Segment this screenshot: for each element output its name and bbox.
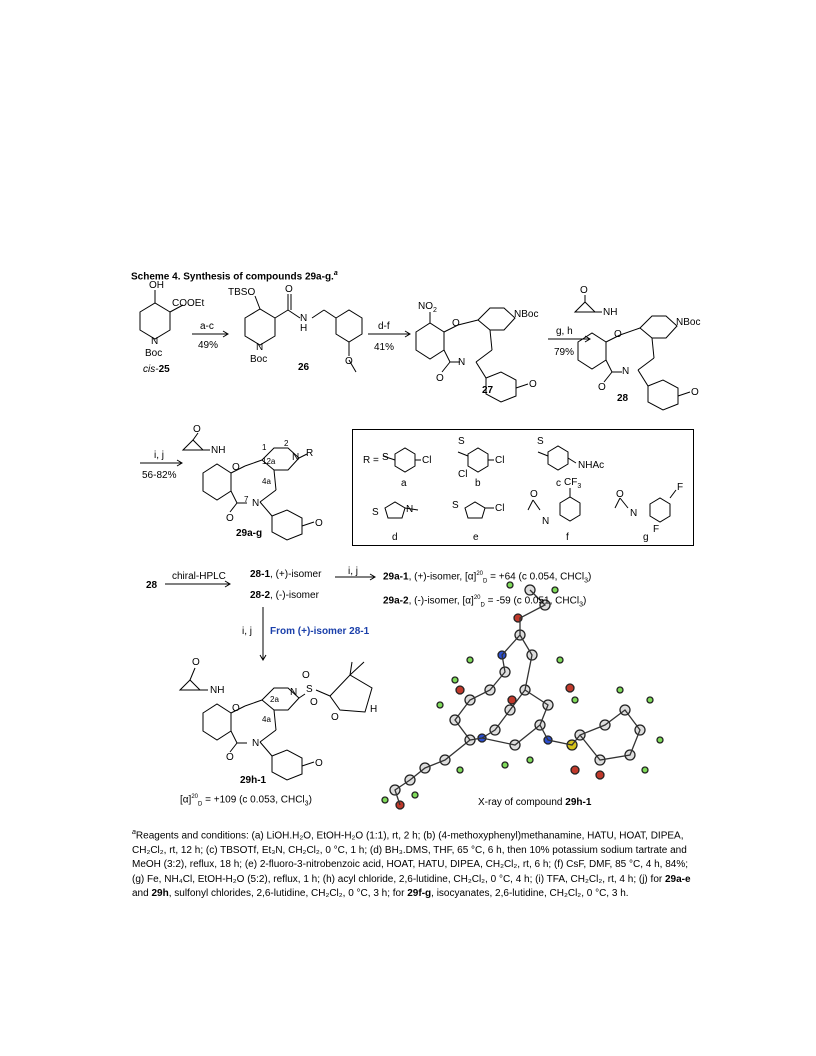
r-g-f2: F (653, 524, 660, 535)
rotation-29h-1: $[\alpha]^{20}_D = +109$ (c 0.053, CHCl$_3$) (180, 794, 312, 808)
r-label-a: a (401, 478, 407, 489)
r-f-n: N (542, 516, 550, 527)
label-o-ome-26: O (345, 356, 353, 367)
compound-29h-1-label: 29h-1 (240, 775, 267, 786)
label-n-25: N (151, 336, 159, 347)
label-nh-28: NH (603, 307, 618, 318)
structure-29h-1 (180, 662, 372, 780)
arrow1-reagent: a-c (200, 321, 214, 332)
scheme-title-compounds: 29a-g. (304, 271, 334, 283)
r-g-o: O (616, 489, 624, 500)
r-b-cl2: Cl (495, 455, 505, 466)
conditions-bold-1: 29a-e (664, 873, 691, 885)
label-nboc-27: NBoc (514, 309, 539, 320)
arrow4-yield: 56-82% (142, 470, 177, 481)
r-label-e: e (473, 532, 479, 543)
label-n-28: N (622, 366, 630, 377)
isomer-28-1-text: , (+)-isomer (270, 569, 322, 580)
label-n-26: N (256, 342, 264, 353)
arrow3-yield: 79% (554, 347, 575, 358)
label-n-lactam-29h: N (252, 738, 260, 749)
r-e-cl: Cl (495, 503, 505, 514)
isomer-29a-2-text: , (-)-isomer, (408, 595, 463, 607)
isomer-28-1-num: 28-1 (250, 569, 271, 580)
label-o-amide-29h: O (192, 657, 200, 668)
scheme-title-sup: a (333, 270, 338, 277)
label-n-26a: N (300, 313, 308, 324)
r-a-s: S (382, 452, 389, 463)
label-o-ome-28: O (691, 387, 699, 398)
label-o1-29h: O (302, 670, 310, 681)
r-label-c: c (556, 478, 561, 489)
pos-12a: 12a (262, 457, 276, 466)
label-o-carbonyl-29: O (226, 513, 234, 524)
r-g-f1: F (677, 482, 684, 493)
arrow7-note: From (+)-isomer 28-1 (270, 626, 370, 637)
isomer-29a-2: 29a-2, (-)-isomer, $[\alpha]^{20}_D = -59$ (c 0.051, CHCl$_3$) (383, 595, 587, 609)
isomer-29a-1: 29a-1, (+)-isomer, $[\alpha]^{20}_D = +64$ (c 0.054, CHCl$_3$) (383, 571, 592, 585)
label-o-carbonyl-28: O (598, 382, 606, 393)
isomer-29a-1-num: 29a-1 (383, 571, 409, 583)
structure-27 (416, 308, 528, 402)
label-o-27: O (452, 318, 460, 329)
xray-caption-compound: 29h-1 (565, 797, 592, 808)
alpha-symbol-1: [α] (464, 571, 477, 583)
reagents-conditions (132, 826, 692, 901)
label-s-29h: S (306, 684, 313, 695)
label-oh-25: OH (149, 280, 164, 291)
label-nh-29h: NH (210, 685, 225, 696)
label-o-28: O (614, 329, 622, 340)
rotation-29a-2-close: ) (582, 595, 587, 607)
arrow1-yield: 49% (198, 340, 219, 351)
label-o-26: O (285, 284, 293, 295)
compound-28-start: 28 (146, 580, 158, 591)
compound-25-number: 25 (158, 364, 170, 375)
label-cooet: COOEt (172, 298, 205, 309)
label-o-ome-29: O (315, 518, 323, 529)
arrow6-reagent: i, j (348, 566, 358, 577)
rotation-29a-2: = -59 (c 0.051, CHCl (484, 595, 580, 607)
arrow4-reagent: i, j (154, 450, 164, 461)
rotation-29a-1: = +64 (c 0.054, CHCl (487, 571, 585, 583)
compound-28-label: 28 (617, 393, 629, 404)
label-boc-26: Boc (250, 354, 268, 365)
label-tbso: TBSO (228, 287, 256, 298)
alpha-sup-2: 20 (473, 595, 481, 601)
r-f-cf3-text: CF (564, 477, 578, 488)
pos-1: 1 (262, 443, 267, 452)
conditions-bold-3: 29f-g (407, 887, 432, 899)
isomer-28-2 (250, 590, 319, 601)
alpha-sup-3: 20 (191, 794, 199, 800)
label-o-carbonyl-27: O (436, 373, 444, 384)
label-n-lactam-29: N (252, 498, 260, 509)
label-o-ketone-29h: O (331, 712, 339, 723)
xray-structure (382, 582, 663, 809)
r-a-cl: Cl (422, 455, 432, 466)
label-o-carbonyl-29h: O (226, 752, 234, 763)
label-o-29: O (232, 462, 240, 473)
r-b-cl1: Cl (458, 469, 468, 480)
pos-4a-29h: 4a (262, 715, 271, 724)
pos-7: 7 (244, 495, 249, 504)
isomer-28-1 (250, 569, 321, 580)
pos-2: 2 (284, 439, 289, 448)
alpha-symbol-2: [α] (462, 595, 474, 607)
label-n-29: N (292, 452, 300, 463)
structure-29a-g (183, 433, 314, 540)
r-e-s: S (452, 500, 459, 511)
rotation-29a-1-close: ) (587, 571, 592, 583)
arrow3-reagent: g, h (556, 326, 573, 337)
arrow2-reagent: d-f (378, 321, 390, 332)
compound-27-label: 27 (482, 385, 494, 396)
label-o2-29h: O (310, 697, 318, 708)
r-f-cf3: $CF_3$ (564, 477, 582, 490)
r-label-f: f (566, 532, 569, 543)
isomer-29a-1-text: , (+)-isomer, (408, 571, 465, 583)
conditions-text: Reagents and conditions: (a) LiOH.H₂O, EtOH-H₂O (1:1), rt, 2 h; (b) (4-methoxyphenyl)methanamine, HATU, HOAT, DIPEA, CH₂Cl₂, rt, 12 h; (c) TBSOTf, Et₃N, CH₂Cl₂, 0 °C, 1 h; (d) BH₃.DMS, THF, 65 °C, 6 h, then 10% potassium sodium tartrate and MeOH (3:2), reflux, 18 h; (e) 2-fluoro-3-nitrobenzoic acid, HOAT, HATU, DIPEA, CH₂Cl₂, rt, 6 h; (f) CsF, DMF, 85 °C, 4 h, 84%; (g) Fe, NH₄Cl, EtOH-H₂O (5:2), reflux, 1 h; (h) acyl chloride, 2,6-lutidine, CH₂Cl₂, 0 °C, 4 h; (i) TFA, CH₂Cl₂, rt, 4 h; (j) for (132, 830, 688, 885)
conditions-text-2: and (132, 887, 152, 899)
xray-caption (478, 797, 591, 808)
alpha-sub-3: D (198, 801, 203, 808)
compound-29a-g-label: 29a-g (236, 528, 263, 539)
r-c-s: S (537, 436, 544, 447)
label-o-ome-27: O (529, 379, 537, 390)
label-r-29: R (306, 448, 314, 459)
arrow7-reagent: i, j (242, 626, 252, 637)
r-d-n: N (406, 504, 414, 515)
label-nh-29: NH (211, 445, 226, 456)
compound-25-label (143, 364, 170, 375)
rotation-29h-1-text: = +109 (c 0.053, CHCl (202, 794, 305, 806)
structure-28 (575, 295, 690, 410)
xray-caption-prefix: X-ray of compound (478, 797, 566, 808)
label-nboc-28: NBoc (676, 317, 701, 328)
arrow2-yield: 41% (374, 342, 395, 353)
conditions-text-3: , sulfonyl chlorides, 2,6-lutidine, CH₂Cl₂, 0 °C, 3 h; for (168, 887, 408, 899)
r-label-b: b (475, 478, 481, 489)
label-o-amide-29: O (193, 424, 201, 435)
label-o-29h: O (232, 703, 240, 714)
alpha-sup-1: 20 (476, 571, 484, 577)
label-boc-25: Boc (145, 348, 163, 359)
isomer-29a-2-num: 29a-2 (383, 595, 409, 607)
label-o-amide-28: O (580, 285, 588, 296)
r-b-s: S (458, 436, 465, 447)
r-d-s: S (372, 507, 379, 518)
label-h-29h: H (370, 704, 378, 715)
r-label-g: g (643, 532, 649, 543)
cis-label: cis- (143, 364, 159, 375)
r-c-nhac: NHAc (578, 460, 605, 471)
alpha-sub-1: D (483, 578, 488, 585)
conditions-sup: a (132, 829, 136, 836)
r-f-o: O (530, 489, 538, 500)
pos-4a: 4a (262, 477, 271, 486)
compound-26-label: 26 (298, 362, 310, 373)
alpha-symbol-3: [α] (180, 794, 192, 806)
rotation-29h-1-close: ) (308, 794, 312, 806)
alpha-sub-2: D (480, 602, 485, 609)
label-no2-text: NO (418, 301, 433, 312)
conditions-text-4: , isocyanates, 2,6-lutidine, CH₂Cl₂, 0 °C, 3 h. (431, 887, 629, 899)
isomer-28-2-num: 28-2 (250, 590, 271, 601)
label-no2: $NO_2$ (418, 301, 437, 314)
scheme-title-prefix: Scheme 4. Synthesis of compounds (131, 271, 305, 283)
r-equals-label: R = (363, 455, 379, 466)
isomer-28-2-text: , (-)-isomer (270, 590, 319, 601)
arrow5-reagent: chiral-HPLC (172, 571, 226, 582)
label-o-ome-29h: O (315, 758, 323, 769)
pos-2a: 2a (270, 695, 279, 704)
r-label-d: d (392, 532, 398, 543)
label-n-27: N (458, 357, 466, 368)
label-n-29h: N (290, 687, 298, 698)
r-g-n: N (630, 508, 638, 519)
conditions-bold-2: 29h (151, 887, 169, 899)
label-h-26: H (300, 323, 308, 334)
